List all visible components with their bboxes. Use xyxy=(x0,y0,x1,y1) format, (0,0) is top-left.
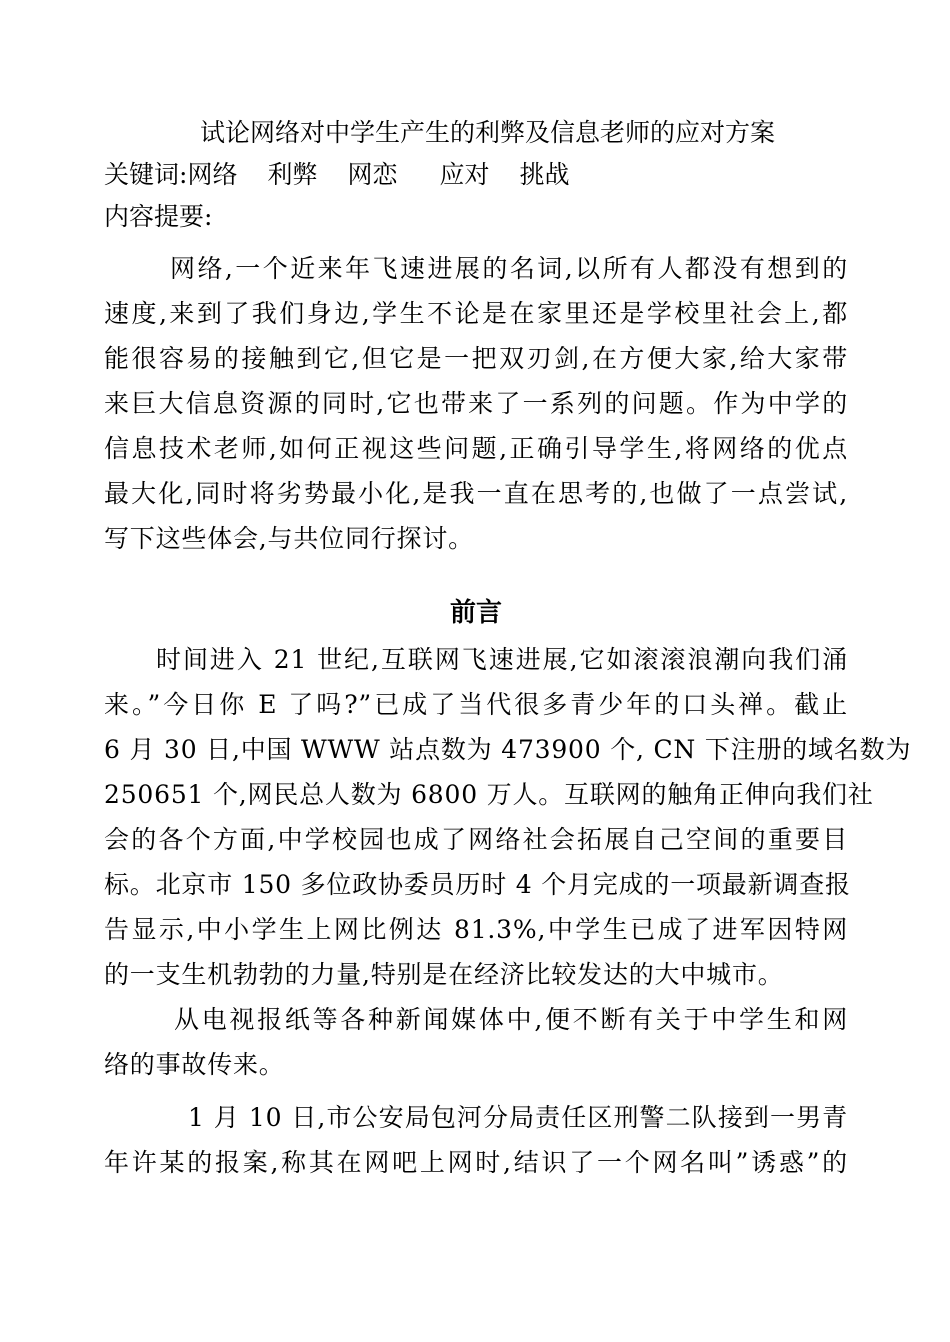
paragraph-line: 告显示,中小学生上网比例达 81.3%,中学生已成了进军因特网 xyxy=(104,915,848,944)
paragraph-line: 络的事故传来。 xyxy=(104,1050,285,1079)
paragraph-line: 6 月 30 日,中国 WWW 站点数为 473900 个, CN 下注册的域名数为 xyxy=(104,735,912,764)
paragraph-line: 能很容易的接触到它,但它是一把双刃剑,在方便大家,给大家带 xyxy=(104,344,848,373)
paragraph-line: 的一支生机勃勃的力量,特别是在经济比较发达的大中城市。 xyxy=(104,960,784,989)
keywords-line xyxy=(104,154,848,196)
keyword-item: 网络 xyxy=(187,160,238,189)
paragraph-line: 来巨大信息资源的同时,它也带来了一系列的问题。作为中学的 xyxy=(104,389,848,418)
media-paragraph xyxy=(104,997,848,1087)
keyword-item: 挑战 xyxy=(519,160,570,189)
paragraph-line: 250651 个,网民总人数为 6800 万人。互联网的触角正伸向我们社 xyxy=(104,780,874,809)
summary-paragraph xyxy=(104,246,848,561)
paragraph-line: 会的各个方面,中学校园也成了网络社会拓展自己空间的重要目 xyxy=(104,825,848,854)
keyword-item: 网恋 xyxy=(347,160,398,189)
keyword-item: 应对 xyxy=(439,160,490,189)
paragraph-line: 时间进入 21 世纪,互联网飞速进展,它如滚滚浪潮向我们涌 xyxy=(156,645,848,674)
paragraph-line: 速度,来到了我们身边,学生不论是在家里还是学校里社会上,都 xyxy=(104,299,848,328)
paragraph-line: 1 月 10 日,市公安局包河分局责任区刑警二队接到一男青 xyxy=(188,1103,848,1132)
summary-label: 内容提要: xyxy=(104,202,213,231)
document-page xyxy=(104,112,912,1185)
preface-heading: 前言 xyxy=(449,598,502,628)
paragraph-line: 信息技术老师,如何正视这些问题,正确引导学生,将网络的优点 xyxy=(104,434,848,463)
paragraph-line: 年许某的报案,称其在网吧上网时,结识了一个网名叫”诱惑”的 xyxy=(104,1148,848,1177)
paragraph-line: 来。”今日你 E 了吗?”已成了当代很多青少年的口头禅。截止 xyxy=(104,690,848,719)
keywords-label: 关键词: xyxy=(104,160,188,189)
document-title: 试论网络对中学生产生的利弊及信息老师的应对方案 xyxy=(200,118,776,147)
paragraph-line: 标。北京市 150 多位政协委员历时 4 个月完成的一项最新调查报 xyxy=(104,870,851,899)
keyword-item: 利弊 xyxy=(267,160,318,189)
paragraph-line: 写下这些体会,与共位同行探讨。 xyxy=(104,524,474,553)
paragraph-line: 网络,一个近来年飞速进展的名词,以所有人都没有想到的 xyxy=(170,254,848,283)
case-paragraph xyxy=(104,1095,848,1185)
paragraph-line: 最大化,同时将劣势最小化,是我一直在思考的,也做了一点尝试, xyxy=(104,479,848,508)
paragraph-line: 从电视报纸等各种新闻媒体中,便不断有关于中学生和网 xyxy=(174,1005,848,1034)
preface-paragraph xyxy=(104,637,912,997)
